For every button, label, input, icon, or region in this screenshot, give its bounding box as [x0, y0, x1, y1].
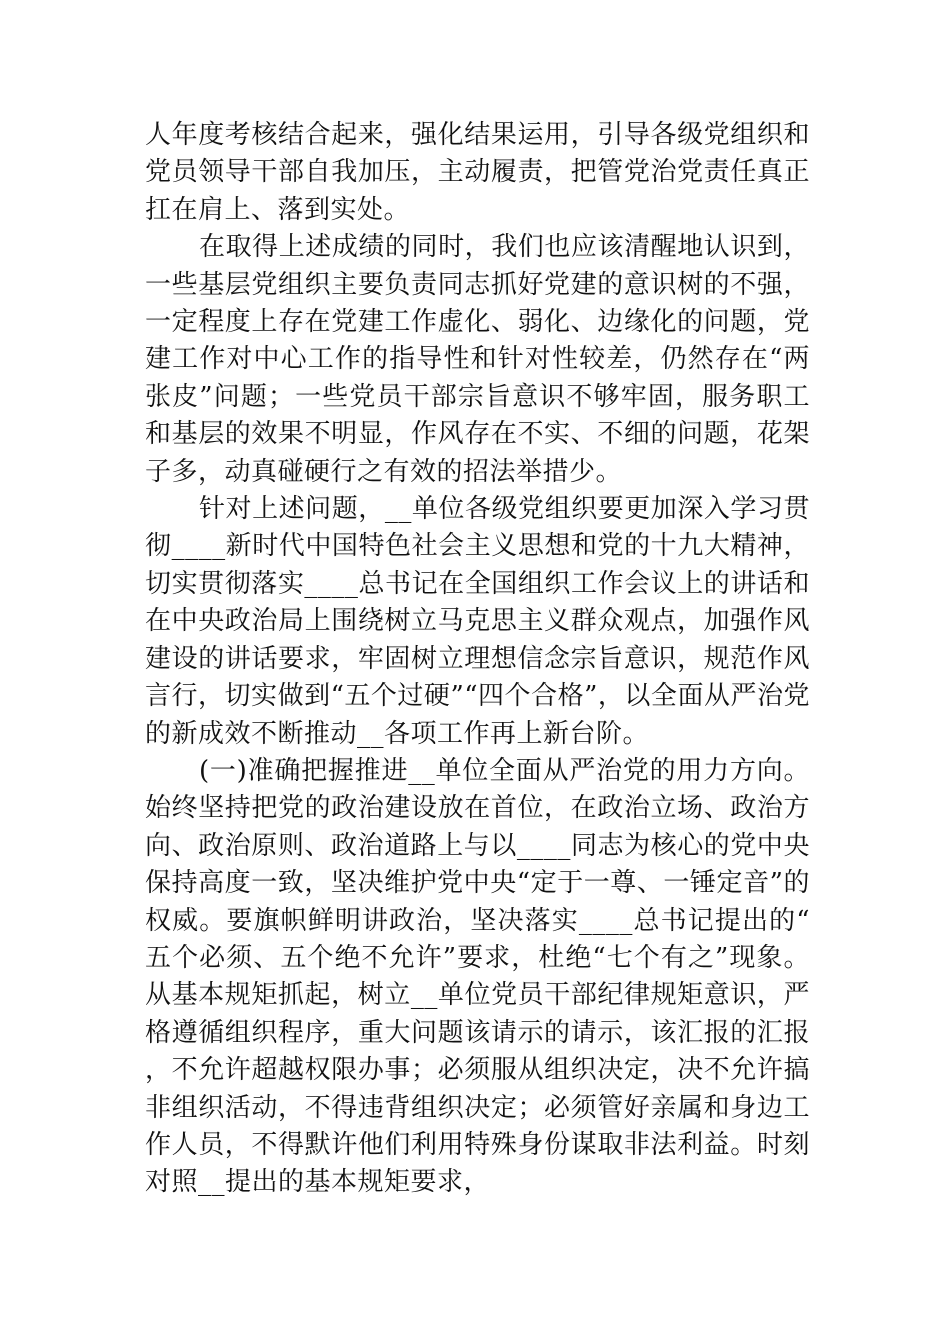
- paragraph-section-one: (一)准确把握推进__单位全面从严治党的用力方向。始终坚持把党的政治建设放在首位，在政治立场、政治方向、政治原则、政治道路上与以____同志为核心的党中央保持高度一致，坚决维护党中央“定于一尊、一锤定音”的权威。要旗帜鲜明讲政治，坚决落实____总书记提出的“五个必须、五个绝不允许”要求，杜绝“七个有之”现象。从基本规矩抓起，树立__单位党员干部纪律规矩意识，严格遵循组织程序，重大问题该请示的请示，该汇报的汇报，不允许超越权限办事；必须服从组织决定，决不允许搞非组织活动，不得违背组织决定；必须管好亲属和身边工作人员，不得默许他们利用特殊身份谋取非法利益。时刻对照__提出的基本规矩要求，: [145, 755, 810, 1198]
- paragraph-continuation: 人年度考核结合起来，强化结果运用，引导各级党组织和党员领导干部自我加压，主动履责，把管党治党责任真正扛在肩上、落到实处。: [145, 120, 810, 225]
- document-body: [145, 117, 810, 1202]
- paragraph-problems: 在取得上述成绩的同时，我们也应该清醒地认识到，一些基层党组织主要负责同志抓好党建的意识树的不强，一定程度上存在党建工作虚化、弱化、边缘化的问题，党建工作对中心工作的指导性和针对性较差，仍然存在“两张皮”问题；一些党员干部宗旨意识不够牢固，服务职工和基层的效果不明显，作风存在不实、不细的问题，花架子多，动真碰硬行之有效的招法举措少。: [145, 232, 810, 487]
- paragraph-measures: 针对上述问题，__单位各级党组织要更加深入学习贯彻____新时代中国特色社会主义思想和党的十九大精神，切实贯彻落实____总书记在全国组织工作会议上的讲话和在中央政治局上围绕树立马克思主义群众观点，加强作风建设的讲话要求，牢固树立理想信念宗旨意识，规范作风言行，切实做到“五个过硬”“四个合格”，以全面从严治党的新成效不断推动__各项工作再上新台阶。: [145, 494, 810, 749]
